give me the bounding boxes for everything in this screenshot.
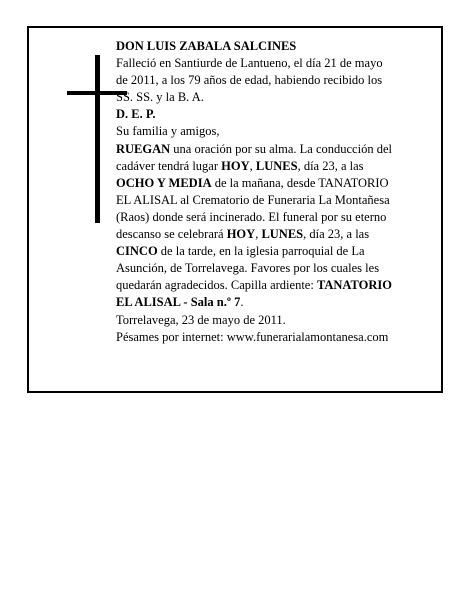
text-segment: quedarán agradecidos. Capilla ardiente:: [116, 278, 317, 293]
bold-text: CINCO: [116, 244, 158, 259]
text-segment: ,: [255, 227, 262, 242]
text-segment: de la mañana, desde TANATORIO: [211, 175, 389, 190]
bold-text: TANATORIO: [316, 278, 392, 293]
bold-text: HOY: [226, 227, 256, 242]
bold-text: RUEGAN: [116, 141, 171, 156]
bold-text: OCHO Y MEDIA: [116, 175, 212, 190]
bold-text: EL ALISAL - Sala n.º 7: [116, 295, 241, 310]
text-segment: de la tarde, en la iglesia parroquial de La: [157, 244, 365, 259]
text-segment: (Raos) donde será incinerado. El funeral por su eterno: [116, 209, 387, 224]
text-segment: SS. SS. y la B. A.: [116, 90, 204, 105]
notice-line: [116, 192, 436, 209]
text-segment: Su familia y amigos,: [116, 124, 220, 139]
notice-line: [116, 294, 436, 311]
notice-line: [116, 106, 436, 123]
bold-text: LUNES: [255, 158, 298, 173]
notice-line: [116, 277, 436, 294]
bold-text: LUNES: [261, 227, 304, 242]
notice-line: [116, 312, 436, 329]
text-segment: descanso se celebrará: [116, 227, 227, 242]
notice-line: [116, 175, 436, 192]
notice-text: [116, 38, 436, 346]
notice-line: [116, 243, 436, 260]
text-segment: .: [240, 295, 244, 310]
text-segment: Pésames por internet: www.funerarialamontanesa.com: [116, 329, 389, 344]
text-segment: ,: [249, 158, 256, 173]
text-segment: Asunción, de Torrelavega. Favores por los cuales les: [116, 261, 380, 276]
notice-line: [116, 141, 436, 158]
notice-line: [116, 123, 436, 140]
text-segment: , día 23, a las: [303, 227, 370, 242]
notice-line: [116, 89, 436, 106]
text-segment: una oración por su alma. La conducción del: [170, 141, 392, 156]
notice-body: [116, 55, 436, 346]
text-segment: EL ALISAL al Crematorio de Funeraria La Montañesa: [116, 192, 390, 207]
text-segment: de 2011, a los 79 años de edad, habiendo recibido los: [116, 73, 383, 88]
text-segment: Torrelavega, 23 de mayo de 2011.: [116, 312, 286, 327]
notice-line: [116, 329, 436, 346]
text-segment: Falleció en Santiurde de Lantueno, el día 21 de mayo: [116, 56, 383, 71]
deceased-name: DON LUIS ZABALA SALCINES: [116, 39, 297, 53]
notice-line: [116, 209, 436, 226]
text-segment: , día 23, a las: [297, 158, 364, 173]
notice-line: [116, 260, 436, 277]
notice-line: [116, 226, 436, 243]
bold-text: HOY: [221, 158, 250, 173]
obituary-notice: [27, 26, 443, 393]
notice-line: [116, 55, 436, 72]
notice-line: [116, 72, 436, 89]
notice-line: [116, 158, 436, 175]
text-segment: cadáver tendrá lugar: [116, 158, 222, 173]
bold-text: D. E. P.: [116, 107, 156, 122]
